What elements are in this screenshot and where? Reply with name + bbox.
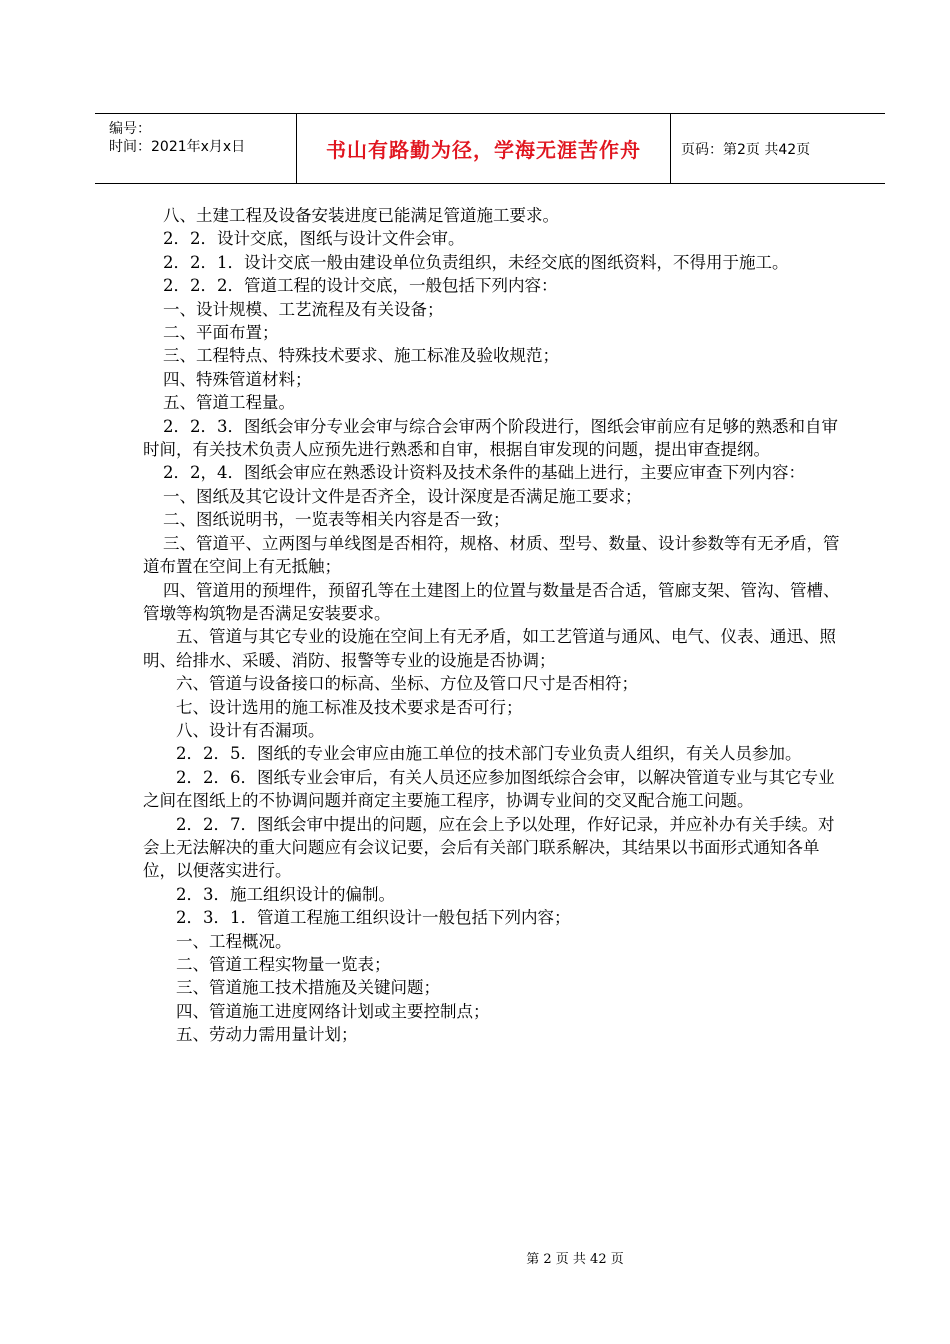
body-paragraph: 四、特殊管道材料； — [163, 369, 312, 389]
number-label: 编号： — [109, 121, 151, 137]
body-paragraph: 2．2．设计交底，图纸与设计文件会审。 — [163, 229, 465, 249]
body-paragraph: 三、管道平、立两图与单线图是否相符，规格、材质、型号、数量、设计参数等有无矛盾，管道布置在空间上有无抵触； — [143, 533, 840, 577]
header-motto: 书山有路勤为径，学海无涯苦作舟 — [297, 114, 671, 183]
body-paragraph: 二、管道工程实物量一览表； — [176, 955, 391, 974]
body-paragraph: 三、工程特点、特殊技术要求、施工标准及验收规范； — [163, 346, 559, 366]
header-info-cell — [95, 114, 297, 183]
body-paragraph: 2．2．3．图纸会审分专业会审与综合会审两个阶段进行，图纸会审前应有足够的熟悉和自审时间，有关技术负责人应预先进行熟悉和自审，根据自审发现的问题，提出审查提纲。 — [143, 416, 838, 460]
body-paragraph: 2．3．施工组织设计的偏制。 — [176, 884, 395, 904]
header-page-label: 页码：第2页 共42页 — [681, 141, 811, 158]
body-paragraph: 2．2．5．图纸的专业会审应由施工单位的技术部门专业负责人组织，有关人员参加。 — [176, 744, 802, 764]
body-paragraph: 八、土建工程及设备安装进度已能满足管道施工要求。 — [163, 206, 559, 225]
body-paragraph: 三、管道施工技术措施及关键问题； — [176, 978, 440, 998]
page-header — [95, 113, 885, 184]
document-body — [143, 204, 843, 1047]
body-paragraph: 五、管道工程量。 — [163, 393, 295, 413]
body-paragraph: 五、管道与其它专业的设施在空间上有无矛盾，如工艺管道与通风、电气、仪表、通迅、照明、给排水、采暖、消防、报警等专业的设施是否协调； — [143, 627, 836, 670]
body-paragraph: 2．2．6．图纸专业会审后，有关人员还应参加图纸综合会审，以解决管道专业与其它专业之间在图纸上的不协调问题并商定主要施工程序，协调专业间的交叉配合施工问题。 — [143, 767, 835, 811]
body-paragraph: 七、设计选用的施工标准及技术要求是否可行； — [176, 697, 523, 717]
body-paragraph: 2．2，4．图纸会审应在熟悉设计资料及技术条件的基础上进行，主要应审查下列内容： — [163, 463, 805, 483]
body-paragraph: 六、管道与设备接口的标高、坐标、方位及管口尺寸是否相符； — [176, 674, 638, 694]
body-paragraph: 八、设计有否漏项。 — [176, 720, 325, 740]
body-paragraph: 四、管道用的预埋件，预留孔等在土建图上的位置与数量是否合适，管廊支架、管沟、管槽、管墩等构筑物是否满足安装要求。 — [143, 580, 840, 623]
body-paragraph: 二、图纸说明书，一览表等相关内容是否一致； — [163, 510, 510, 530]
body-paragraph: 一、图纸及其它设计文件是否齐全，设计深度是否满足施工要求； — [163, 486, 642, 506]
body-paragraph: 2．2．7．图纸会审中提出的问题，应在会上予以处理，作好记录，并应补办有关手续。对会上无法解决的重大问题应有会议记要，会后有关部门联系解决，其结果以书面形式通知各单位，以便落实进行。 — [143, 814, 835, 881]
page-footer: 第 2 页 共 42 页 — [526, 1252, 624, 1267]
time-label: 时间：2021年x月x日 — [109, 139, 246, 155]
body-paragraph: 2．3．1．管道工程施工组织设计一般包括下列内容； — [176, 908, 571, 928]
body-paragraph: 2．2．1．设计交底一般由建设单位负责组织，未经交底的图纸资料，不得用于施工。 — [163, 252, 789, 272]
body-paragraph: 二、平面布置； — [163, 323, 279, 343]
body-paragraph: 四、管道施工进度网络计划或主要控制点； — [176, 1001, 490, 1021]
body-paragraph: 一、设计规模、工艺流程及有关设备； — [163, 299, 444, 319]
body-paragraph: 一、工程概况。 — [176, 931, 292, 951]
body-paragraph: 五、劳动力需用量计划； — [176, 1025, 358, 1045]
body-paragraph: 2．2．2．管道工程的设计交底，一般包括下列内容： — [163, 276, 558, 296]
